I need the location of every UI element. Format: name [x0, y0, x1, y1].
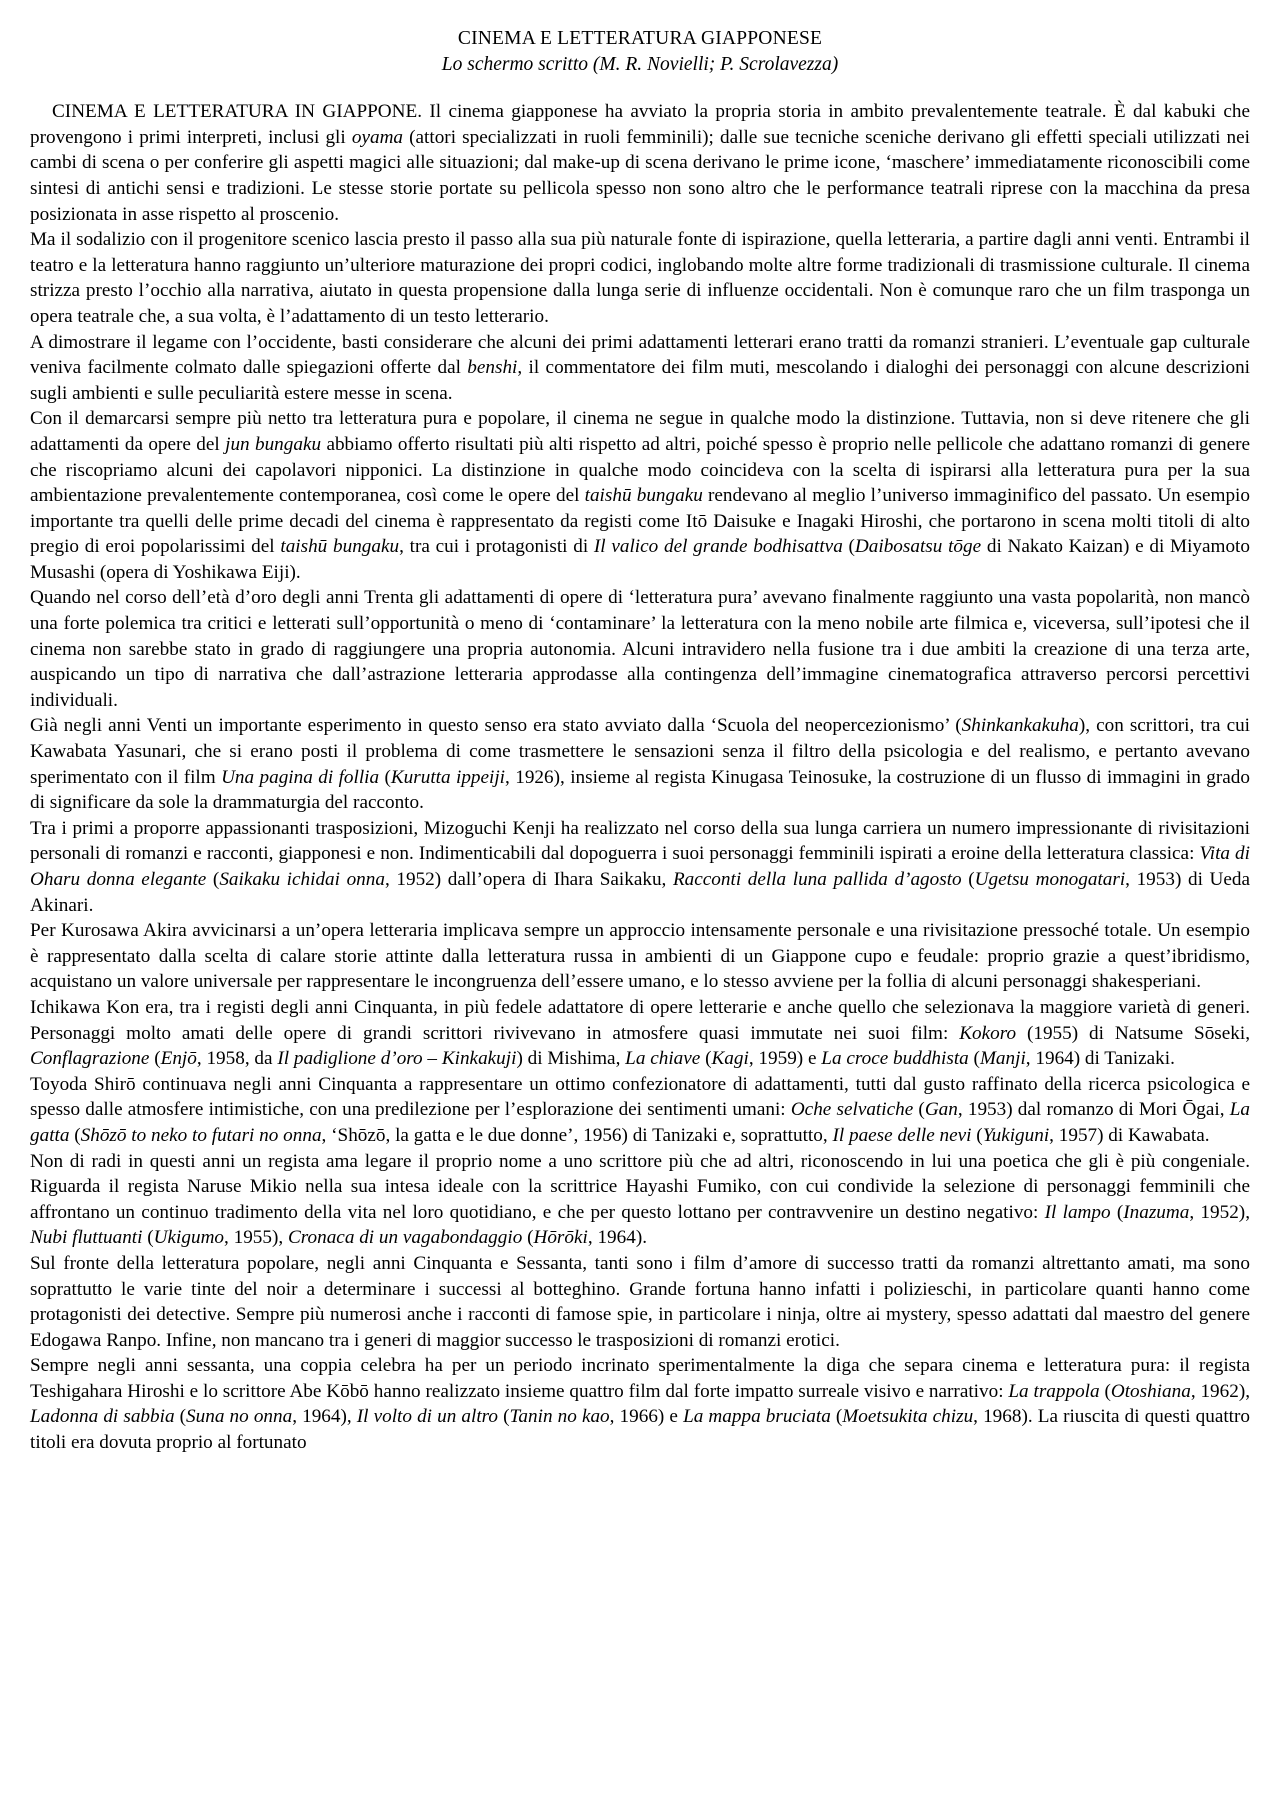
- document-title: CINEMA E LETTERATURA GIAPPONESE: [457, 28, 823, 49]
- italic-text: La mappa bruciata: [683, 1406, 831, 1428]
- paragraph: [30, 1353, 1250, 1455]
- text-run: Non di radi in questi anni un regista ama legare il proprio nome a uno scrittore più che ad altri, riconoscendo in lui una poetica che gli è più congeniale. Riguarda il regista Naruse Mikio nella sua intesa ideale con la scrittrice Hayashi Fumiko, con cui condivide la selezione di personaggi femminili che affrontano un continuo tradimento della vita nel loro quotidiano, e che per questo lottano per contravvenire un destino negativo:: [30, 1150, 1250, 1223]
- text-run: (: [206, 869, 220, 890]
- text-run: di Nakato Kaizan) e di Miyamoto Musashi (opera di Yoshikawa Eiji).: [30, 536, 1250, 583]
- text-run: ) di Mishima,: [516, 1048, 626, 1070]
- text-run: , 1952),: [1189, 1201, 1250, 1223]
- text-run: rendevano al meglio l’universo immaginifico del passato. Un esempio importante tra quelli delle prime decadi del cinema è rappresentato da registi come Itō Daisuke e Inagaki Hiroshi, che portarono in scena molti titoli di alto pregio di eroi popolarissimi del: [30, 485, 1250, 558]
- text-run: Sul fronte della letteratura popolare, negli anni Cinquanta e Sessanta, tanti sono i film d’amore di successo tratti da romanzi altrettanto amati, ma sono soprattutto le varie tinte del noir a determinare i successi al botteghino. Grande fortuna hanno infatti i polizieschi, in particolare quanti hanno come protagonisti dei detective. Sempre più numerosi anche i racconti di famose spie, in particolare i ninja, oltre ai mystery, spesso adattati dal maestro del genere Edogawa Ranpo. Infine, non mancano tra i generi di maggior successo le trasposizioni di romanzi erotici.: [30, 1252, 1250, 1351]
- text-run: , 1953) dal romanzo di Mori Ōgai,: [957, 1099, 1230, 1121]
- italic-text: Enjō: [160, 1048, 197, 1070]
- text-run: Toyoda Shirō continuava negli anni Cinquanta a rappresentare un ottimo confezionatore di adattamenti, tutti dal gusto raffinato della ricerca psicologica e spesso dalle atmosfere intimistiche, con una predilezione per l’esplorazione dei sentimenti umani:: [30, 1073, 1250, 1121]
- text-run: (: [961, 869, 975, 890]
- text-run: , 1966) e: [609, 1406, 684, 1428]
- italic-text: taishū bungaku: [584, 485, 703, 507]
- italic-text: Conflagrazione: [30, 1048, 150, 1070]
- text-run: (: [1099, 1380, 1111, 1402]
- text-run: (: [913, 1099, 925, 1121]
- paragraph: [30, 1149, 1250, 1251]
- italic-text: Vita di Oharu donna elegante: [30, 843, 1250, 890]
- italic-text: oyama: [351, 126, 404, 148]
- italic-text: Cronaca di un vagabondaggio: [287, 1227, 523, 1249]
- document-body: [30, 99, 1250, 1455]
- text-run: , 1955),: [224, 1227, 288, 1249]
- text-run: (: [1110, 1201, 1124, 1223]
- italic-text: Ladonna di sabbia: [30, 1406, 175, 1428]
- italic-text: Suna no onna: [186, 1406, 293, 1428]
- italic-text: Otoshiana: [1110, 1380, 1191, 1402]
- italic-text: jun bungaku: [225, 433, 322, 455]
- italic-text: Ukigumo: [153, 1227, 225, 1249]
- text-run: , tra cui i protagonisti di: [399, 536, 594, 558]
- text-run: Sempre negli anni sessanta, una coppia celebra ha per un periodo incrinato sperimentalmente la diga che separa cinema e letteratura pura: il regista Teshigahara Hiroshi e lo scrittore Abe Kōbō hanno realizzato insieme quattro film dal forte impatto surreale visivo e narrativo:: [30, 1355, 1250, 1402]
- italic-text: Il volto di un altro: [356, 1406, 499, 1428]
- italic-text: Shōzō to neko to futari no onna: [80, 1124, 322, 1146]
- text-run: Ichikawa Kon era, tra i registi degli anni Cinquanta, in più fedele adattatore di opere letterarie e anche quello che selezionava la maggiore varietà di generi. Personaggi molto amati delle opere di grandi scrittori rivivevano in atmosfere quasi immutate nei suoi film:: [30, 996, 1250, 1044]
- italic-text: Il paese delle nevi: [832, 1124, 972, 1146]
- text-run: (: [842, 536, 855, 558]
- paragraph: [30, 585, 1250, 713]
- text-run: abbiamo offerto risultati più alti rispetto ad altri, poiché spesso è proprio nelle pellicole che adattano romanzi di genere che riscopriamo alcuni dei capolavori nipponici. La distinzione in qualche modo coincideva con la scelta di ispirarsi alla letteratura pura per la sua ambientazione prevalentemente contemporanea, così come le opere del: [30, 433, 1250, 507]
- paragraph: [30, 330, 1250, 407]
- italic-text: Nubi fluttuanti: [30, 1227, 143, 1249]
- text-run: Con il demarcarsi sempre più netto tra letteratura pura e popolare, il cinema ne segue in qualche modo la distinzione. Tuttavia, non si deve ritenere che gli adattamenti da opere del: [30, 408, 1250, 455]
- text-run: , 1962),: [1190, 1380, 1251, 1402]
- text-run: Per Kurosawa Akira avvicinarsi a un’opera letteraria implicava sempre un approccio intensamente personale e una rivisitazione pressoché totale. Un esempio è rappresentato dalla scelta di calare storie attinte dalla letteratura russa in ambienti di un Giappone cupo e feudale: proprio grazie a quest’ibridismo, acquistano un valore universale per rappresentare le incongruenza dell’essere umano, e lo stesso avviene per la follia di alcuni personaggi shakesperiani.: [30, 920, 1250, 993]
- document-subtitle: Lo schermo scritto (M. R. Novielli; P. Scrolavezza): [441, 53, 839, 75]
- paragraph: [30, 1072, 1250, 1149]
- italic-text: Kokoro: [959, 1022, 1017, 1044]
- text-run: , 1959) e: [748, 1048, 822, 1070]
- text-run: CINEMA E LETTERATURA IN GIAPPONE. Il cinema giapponese ha avviato la propria storia in ambito prevalentemente teatrale. È dal kabuki che provengono i primi interpreti, inclusi gli: [30, 101, 1250, 148]
- italic-text: Ugetsu monogatari: [974, 869, 1126, 890]
- text-run: (: [69, 1124, 81, 1146]
- text-run: (: [379, 766, 391, 788]
- paragraph: [30, 816, 1250, 918]
- text-run: (: [968, 1048, 980, 1070]
- italic-text: Saikaku ichidai onna: [219, 869, 385, 890]
- italic-text: Manji: [979, 1048, 1026, 1070]
- italic-text: Il padiglione d’oro – Kinkakuji: [277, 1048, 517, 1070]
- text-run: Ma il sodalizio con il progenitore scenico lascia presto il passo alla sua più naturale fonte di ispirazione, quella letteraria, a partire dagli anni venti. Entrambi il teatro e la letteratura hanno raggiunto un’ulteriore maturazione dei propri codici, inglobando molte altre forme tradizionali di trasmissione culturale. Il cinema strizza presto l’occhio alla narrativa, aiutato in questa propensione dalla lunga serie di influenze occidentali. Non è comunque raro che un film trasponga un opera teatrale che, a sua volta, è l’adattamento di un testo letterario.: [30, 229, 1250, 327]
- text-run: (: [498, 1406, 510, 1428]
- text-run: , 1964) di Tanizaki.: [1025, 1048, 1175, 1070]
- text-run: , 1964),: [292, 1406, 357, 1428]
- paragraph: [30, 995, 1250, 1072]
- paragraph: [30, 713, 1250, 815]
- paragraph: [30, 406, 1250, 585]
- italic-text: taishū bungaku: [280, 536, 400, 558]
- text-run: (1955) di Natsume Sōseki,: [1016, 1022, 1250, 1044]
- text-run: (: [174, 1406, 187, 1428]
- text-run: , 1953) di Ueda Akinari.: [30, 869, 1250, 916]
- paragraph: [30, 918, 1250, 995]
- italic-text: Hōrōki: [533, 1227, 588, 1249]
- text-run: Già negli anni Venti un importante esperimento in questo senso era stato avviato dalla ‘Scuola del neopercezionismo’ (: [30, 715, 962, 737]
- text-run: Tra i primi a proporre appassionanti trasposizioni, Mizoguchi Kenji ha realizzato nel corso della sua lunga carriera un numero impressionante di rivisitazioni personali di romanzi e racconti, giapponesi e non. Indimenticabili dal dopoguerra i suoi personaggi femminili ispirati a eroine della letteratura classica:: [30, 817, 1250, 865]
- italic-text: Kagi: [711, 1048, 749, 1070]
- italic-text: benshi: [467, 357, 518, 379]
- text-run: (: [700, 1048, 712, 1070]
- text-run: (: [142, 1227, 154, 1249]
- text-run: , il commentatore dei film muti, mescolando i dialoghi dei personaggi con alcune descrizioni sugli ambienti e sulle peculiarità estere messe in scena.: [30, 357, 1251, 404]
- italic-text: Il valico del grande bodhisattva: [593, 536, 843, 558]
- italic-text: La chiave: [625, 1048, 701, 1070]
- text-run: A dimostrare il legame con l’occidente, basti considerare che alcuni dei primi adattamenti letterari erano tratti da romanzi stranieri. L’eventuale gap culturale veniva facilmente colmato dalle spiegazioni offerte dal: [30, 331, 1250, 379]
- paragraph: [30, 99, 1250, 227]
- text-run: , 1957) di Kawabata.: [1049, 1124, 1210, 1146]
- text-run: (: [971, 1124, 983, 1146]
- paragraph: [30, 1251, 1250, 1353]
- italic-text: Inazuma: [1123, 1201, 1190, 1223]
- text-run: , 1958, da: [196, 1048, 278, 1070]
- italic-text: Kurutta ippeiji: [390, 766, 506, 788]
- italic-text: Gan: [924, 1099, 958, 1121]
- italic-text: Il lampo: [1044, 1201, 1111, 1223]
- text-run: , 1926), insieme al regista Kinugasa Teinosuke, la costruzione di un flusso di immagini in grado di significare da sole la drammaturgia del racconto.: [30, 766, 1250, 814]
- text-run: , 1968). La riuscita di questi quattro titoli era dovuta proprio al fortunato: [30, 1406, 1250, 1454]
- italic-text: La trappola: [1008, 1380, 1100, 1402]
- text-run: (: [149, 1048, 161, 1070]
- text-run: Quando nel corso dell’età d’oro degli anni Trenta gli adattamenti di opere di ‘letteratura pura’ avevano finalmente raggiunto una vasta popolarità, non mancò una forte polemica tra critici e letterati sull’opportunità o meno di ‘contaminare’ la letteratura con la meno nobile arte filmica e, viceversa, sull’ipotesi che il cinema non sarebbe stato in grado di raggiungere una propria autonomia. Alcuni intravidero nella fusione tra i due ambiti la creazione di una terza arte, auspicando un tipo di narrativa che dall’astrazione letteraria approdasse alla contingenza dell’immagine cinematografica attraverso percorsi percettivi individuali.: [30, 587, 1250, 711]
- italic-text: Una pagina di follia: [221, 766, 380, 788]
- italic-text: Oche selvatiche: [790, 1099, 914, 1121]
- italic-text: Racconti della luna pallida d’agosto: [672, 869, 962, 890]
- italic-text: Shinkankakuha: [961, 715, 1079, 737]
- italic-text: La gatta: [30, 1099, 1250, 1146]
- paragraph: [30, 227, 1250, 329]
- italic-text: Moetsukita chizu: [842, 1406, 974, 1428]
- text-run: , 1964).: [587, 1227, 647, 1249]
- text-run: , ‘Shōzō, la gatta e le due donne’, 1956) di Tanizaki e, soprattutto,: [321, 1124, 833, 1146]
- text-run: ), con scrittori, tra cui Kawabata Yasunari, che si erano posti il problema di come trasmettere le sensazioni senza il filtro della psicologia e del realismo, e pertanto avevano sperimentato con il film: [30, 715, 1251, 788]
- text-run: (: [830, 1406, 843, 1428]
- italic-text: Tanin no kao: [509, 1406, 610, 1428]
- italic-text: Daibosatsu tōge: [854, 536, 982, 558]
- text-run: (: [522, 1227, 534, 1249]
- italic-text: La croce buddhista: [821, 1048, 969, 1070]
- italic-text: Yukiguni: [982, 1124, 1050, 1146]
- text-run: (attori specializzati in ruoli femminili); dalle sue tecniche sceniche derivano gli effetti speciali utilizzati nei cambi di scena o per conferire gli aspetti magici alle situazioni; dal make-up di scena derivano le prime icone, ‘maschere’ immediatamente riconoscibili come sintesi di antichi sensi e tradizioni. Le stesse storie portate su pellicola spesso non sono altro che le performance teatrali riprese con la macchina da presa posizionata in asse rispetto al proscenio.: [30, 126, 1250, 225]
- text-run: , 1952) dall’opera di Ihara Saikaku,: [384, 869, 673, 890]
